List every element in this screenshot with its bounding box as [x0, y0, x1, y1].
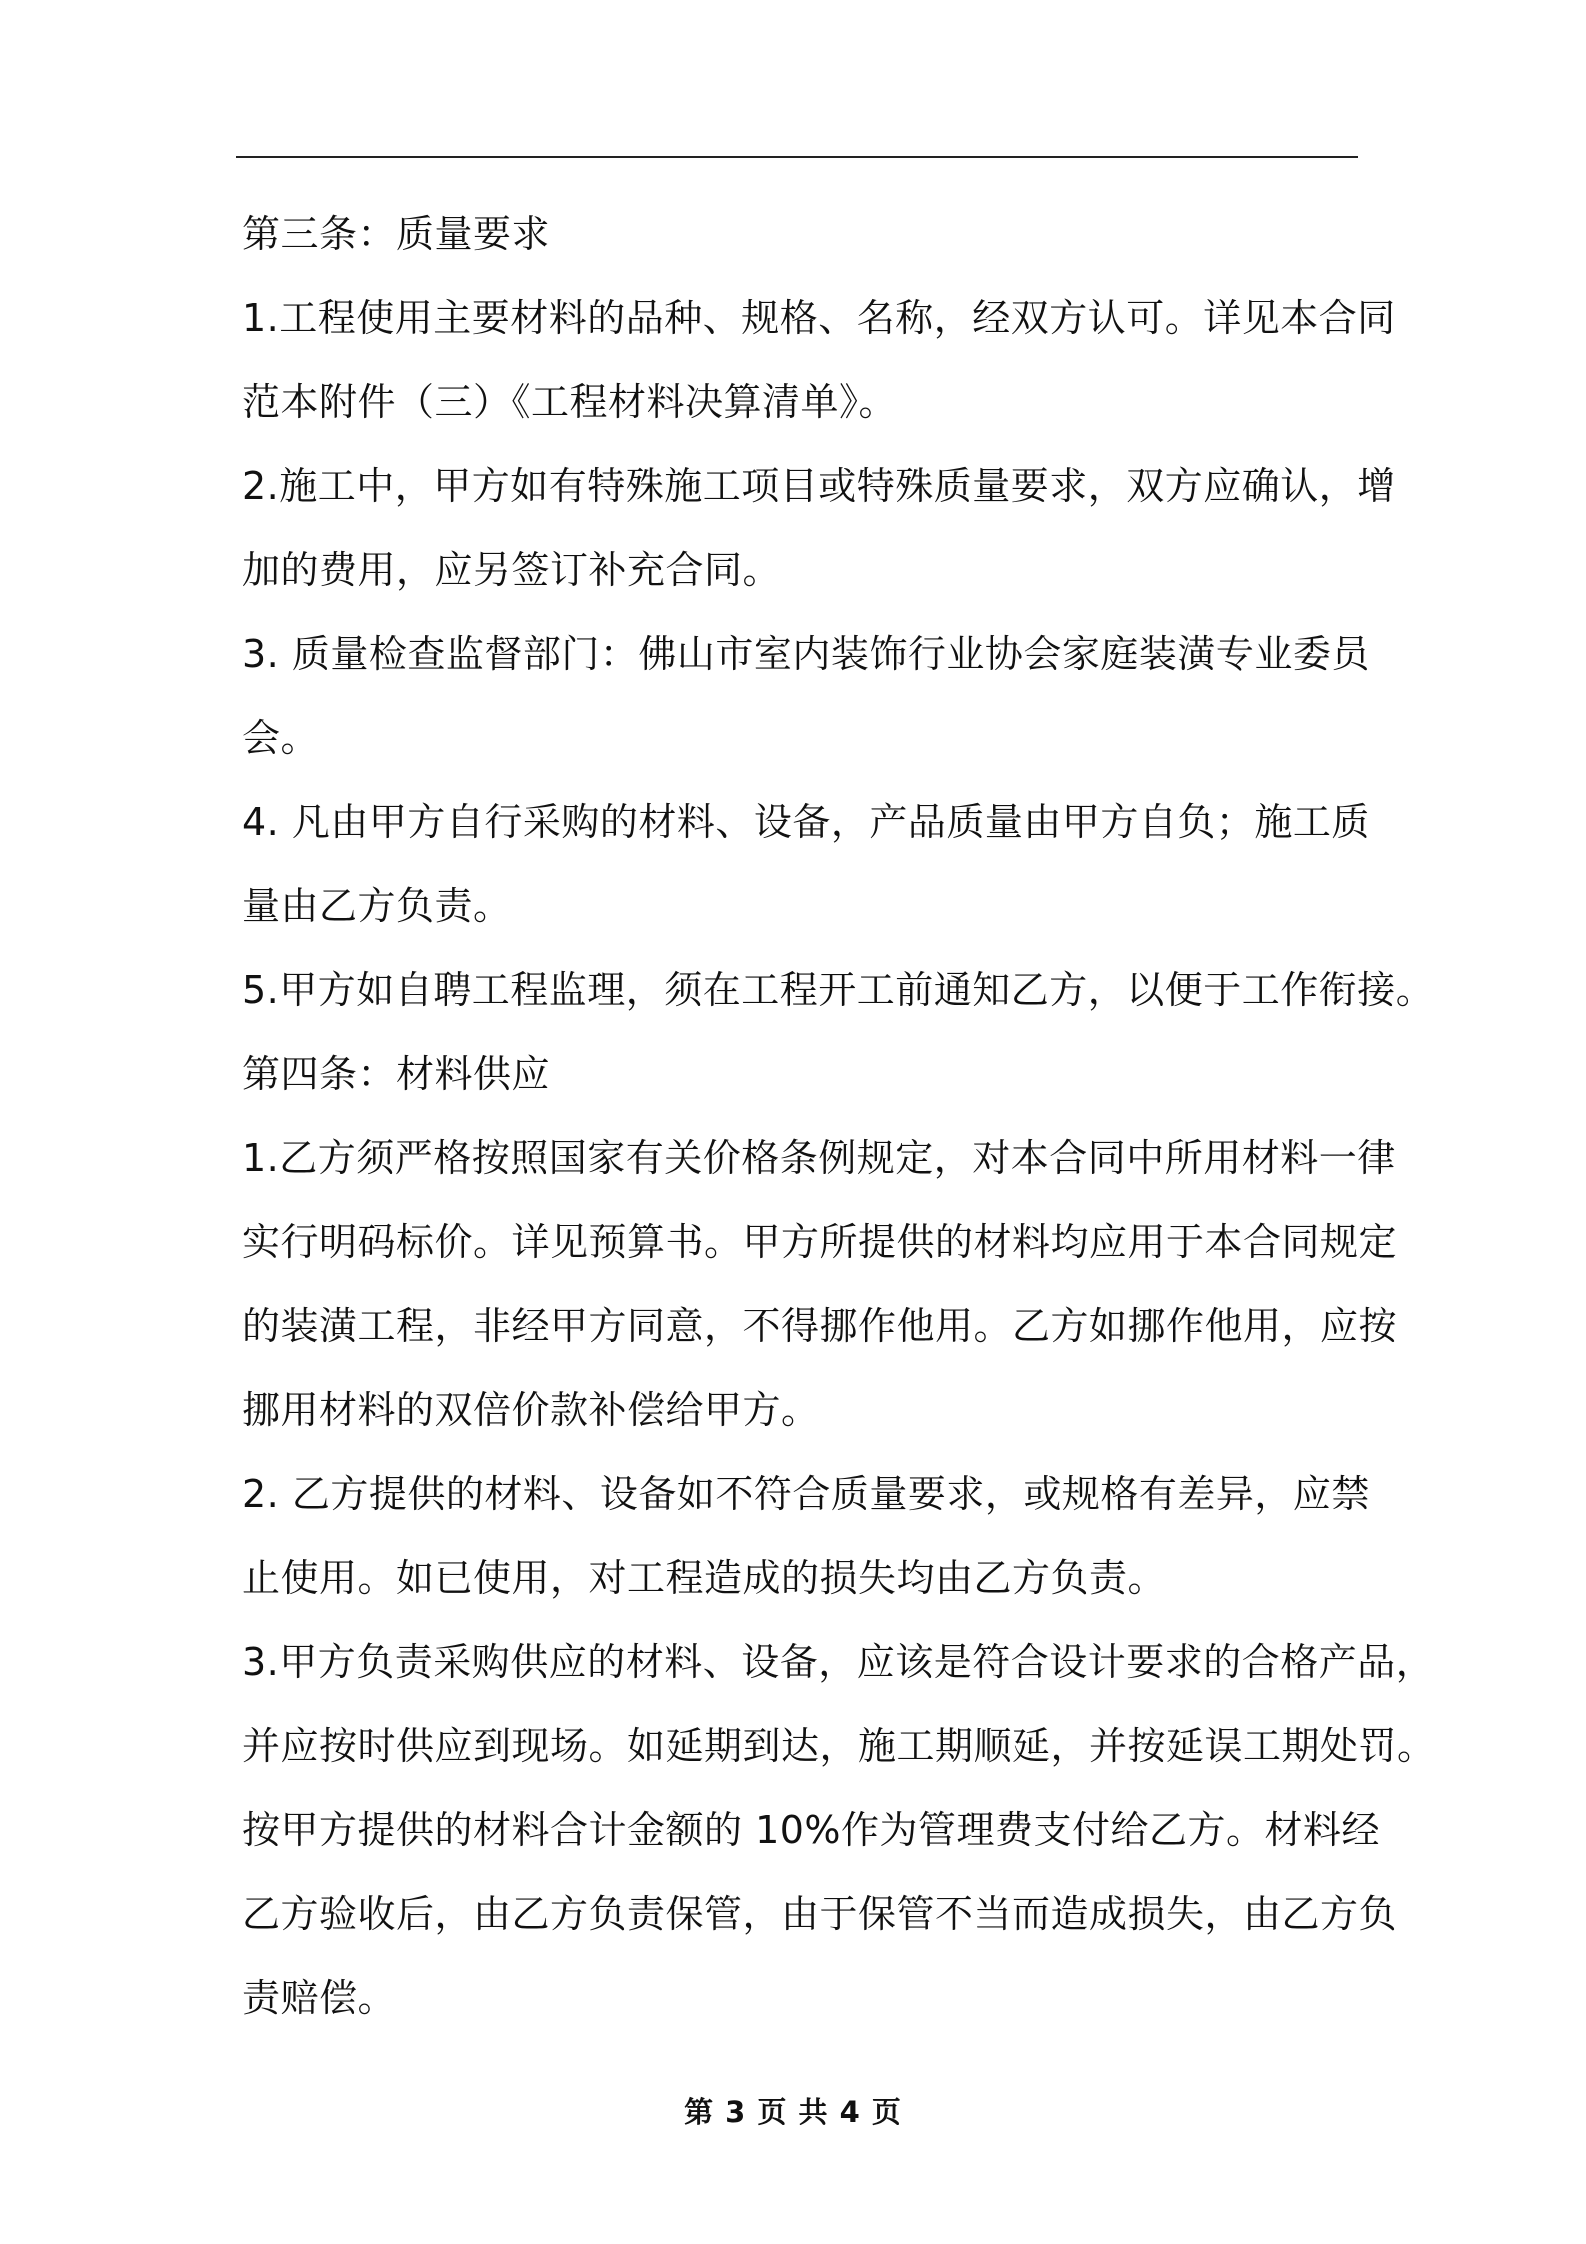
text-line: 会。 [242, 716, 320, 760]
text-line: 3. 质量检查监督部门：佛山市室内装饰行业协会家庭装潢专业委员 [242, 632, 1370, 676]
text-line: 1.乙方须严格按照国家有关价格条例规定，对本合同中所用材料一律 [242, 1136, 1396, 1180]
document-body [242, 192, 1436, 2040]
text-line: 3.甲方负责采购供应的材料、设备，应该是符合设计要求的合格产品， [242, 1640, 1435, 1684]
text-line: 止使用。如已使用，对工程造成的损失均由乙方负责。 [242, 1556, 1167, 1600]
page-number-footer: 第 3 页 共 4 页 [684, 2095, 902, 2129]
text-line: 4. 凡由甲方自行采购的材料、设备，产品质量由甲方自负；施工质 [242, 800, 1370, 844]
section-heading-3: 第三条：质量要求 [242, 212, 551, 256]
text-line: 的装潢工程，非经甲方同意，不得挪作他用。乙方如挪作他用，应按 [242, 1304, 1398, 1348]
text-line: 量由乙方负责。 [242, 884, 512, 928]
text-line: 2.施工中，甲方如有特殊施工项目或特殊质量要求，双方应确认，增 [242, 464, 1396, 508]
header-rule [236, 156, 1358, 158]
text-line: 2. 乙方提供的材料、设备如不符合质量要求，或规格有差异，应禁 [242, 1472, 1370, 1516]
text-line: 范本附件（三）《工程材料决算清单》。 [242, 380, 898, 424]
section-heading-4: 第四条：材料供应 [242, 1052, 551, 1096]
text-line: 并应按时供应到现场。如延期到达，施工期顺延，并按延误工期处罚。 [242, 1724, 1436, 1768]
text-line: 5.甲方如自聘工程监理，须在工程开工前通知乙方，以便于工作衔接。 [242, 968, 1435, 1012]
text-line: 责赔偿。 [242, 1976, 397, 2020]
text-line: 加的费用，应另签订补充合同。 [242, 548, 782, 592]
text-line: 按甲方提供的材料合计金额的 10%作为管理费支付给乙方。材料经 [242, 1808, 1381, 1852]
text-line: 1.工程使用主要材料的品种、规格、名称，经双方认可。详见本合同 [242, 296, 1396, 340]
text-line: 乙方验收后，由乙方负责保管，由于保管不当而造成损失，由乙方负 [242, 1892, 1398, 1936]
text-line: 挪用材料的双倍价款补偿给甲方。 [242, 1388, 820, 1432]
text-line: 实行明码标价。详见预算书。甲方所提供的材料均应用于本合同规定 [242, 1220, 1398, 1264]
